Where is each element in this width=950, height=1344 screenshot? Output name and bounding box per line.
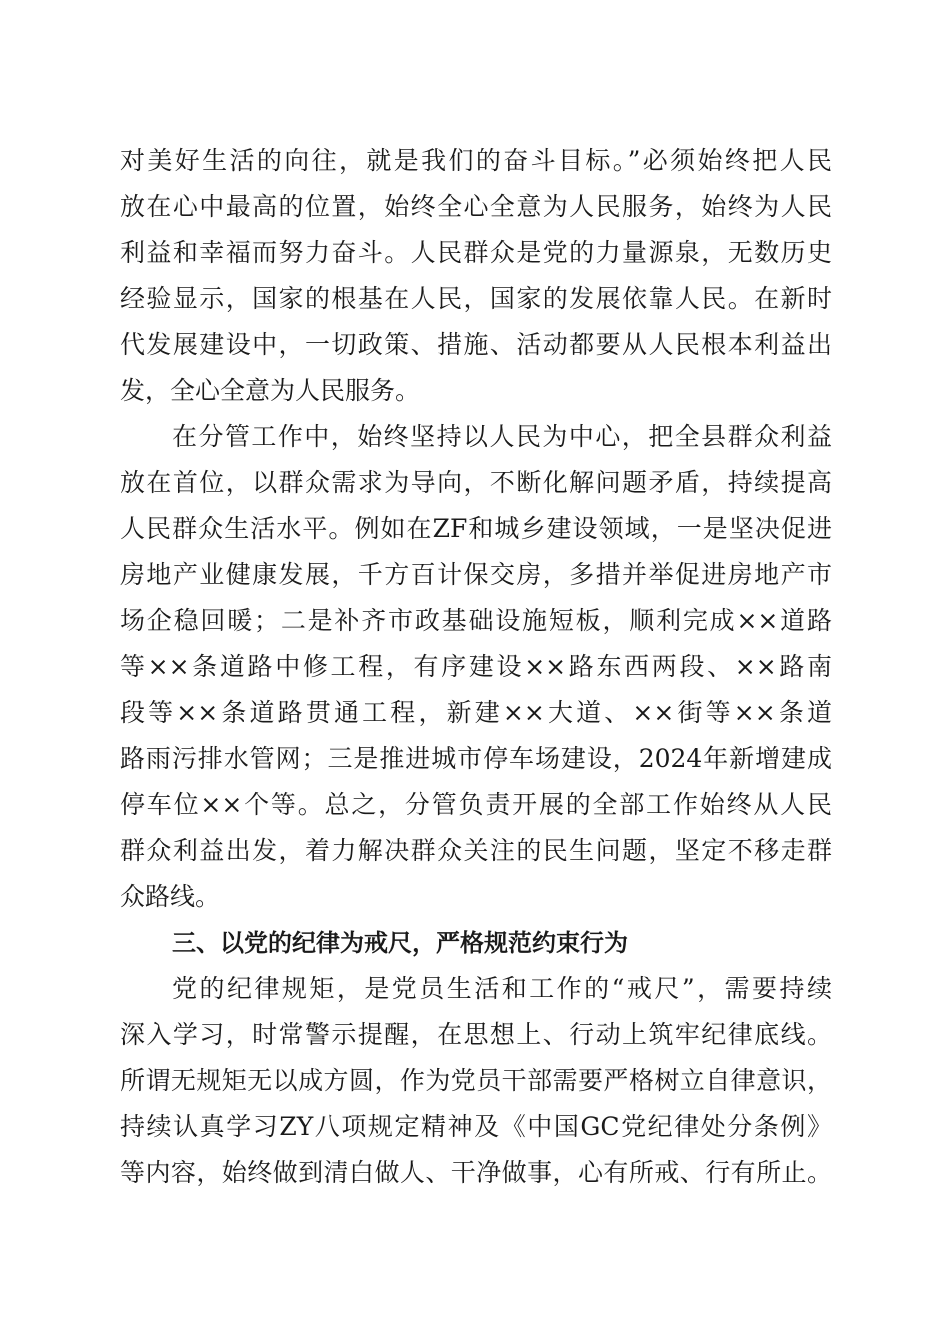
text-line: 人民群众生活水平。例如在ZF和城乡建设领域，一是坚决促进 <box>120 514 832 543</box>
paragraph-people-centered <box>120 138 832 414</box>
text-line: 代发展建设中，一切政策、措施、活动都要从人民根本利益出 <box>120 330 832 359</box>
text-line: 放在首位，以群众需求为导向，不断化解问题矛盾，持续提高 <box>120 468 832 497</box>
text-line: 等××条道路中修工程，有序建设××路东西两段、××路南 <box>120 652 832 681</box>
text-line: 房地产业健康发展，千方百计保交房，多措并举促进房地产市 <box>120 560 832 589</box>
text-line: 发，全心全意为人民服务。 <box>120 376 421 405</box>
text-line: 停车位××个等。总之，分管负责开展的全部工作始终从人民 <box>120 790 832 819</box>
text-line: 深入学习，时常警示提醒，在思想上、行动上筑牢纪律底线。 <box>120 1020 832 1049</box>
text-line: 场企稳回暖；二是补齐市政基础设施短板，顺利完成××道路 <box>120 606 832 635</box>
text-line: 经验显示，国家的根基在人民，国家的发展依靠人民。在新时 <box>120 284 832 313</box>
text-line: 群众利益出发，着力解决群众关注的民生问题，坚定不移走群 <box>120 836 832 865</box>
text-line: 众路线。 <box>120 882 221 911</box>
section-heading: 三、以党的纪律为戒尺，严格规范约束行为 <box>172 929 628 957</box>
text-line: 党的纪律规矩，是党员生活和工作的“戒尺”，需要持续 <box>172 974 832 1003</box>
text-line: 等内容，始终做到清白做人、干净做事，心有所戒、行有所止。 <box>120 1158 832 1187</box>
text-line: 在分管工作中，始终坚持以人民为中心，把全县群众利益 <box>172 422 832 451</box>
paragraph-discipline <box>120 966 832 1196</box>
text-line: 持续认真学习ZY八项规定精神及《中国GC党纪律处分条例》 <box>120 1112 832 1141</box>
paragraph-work-examples <box>120 414 832 920</box>
text-line: 放在心中最高的位置，始终全心全意为人民服务，始终为人民 <box>120 192 832 221</box>
text-line: 段等××条道路贯通工程，新建××大道、××街等××条道 <box>120 698 832 727</box>
document-page <box>120 138 832 1196</box>
text-line: 路雨污排水管网；三是推进城市停车场建设，2024年新增建成 <box>120 744 832 773</box>
text-line: 对美好生活的向往，就是我们的奋斗目标。”必须始终把人民 <box>120 146 832 175</box>
text-line: 利益和幸福而努力奋斗。人民群众是党的力量源泉，无数历史 <box>120 238 832 267</box>
text-line: 所谓无规矩无以成方圆，作为党员干部需要严格树立自律意识， <box>120 1066 832 1095</box>
